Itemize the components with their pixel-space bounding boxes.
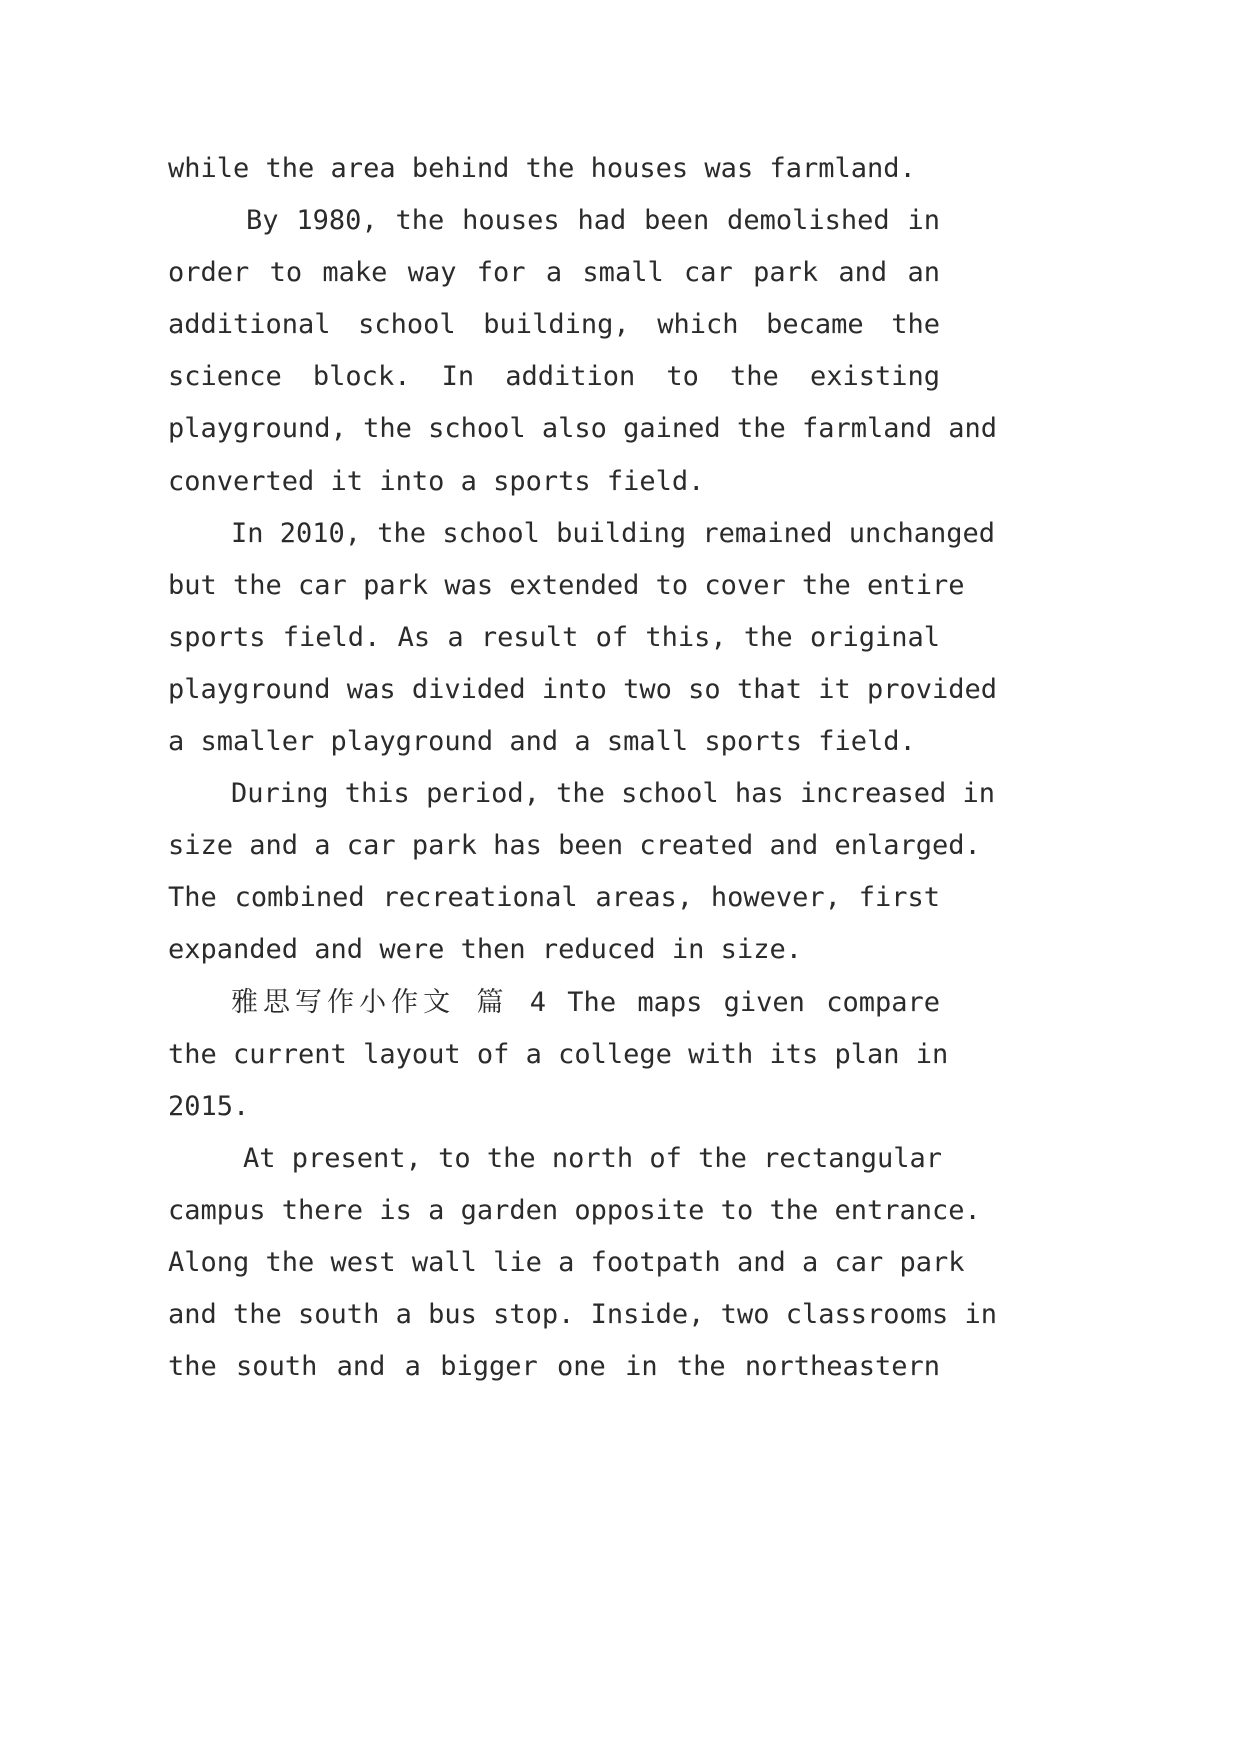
text-line: additional school building, which became the xyxy=(168,309,940,341)
text-line: order to make way for a small car park and an xyxy=(168,257,940,289)
text-line: while the area behind the houses was farmland. xyxy=(168,153,916,184)
text-line: expanded and were then reduced in size. xyxy=(168,934,802,966)
text-line: the current layout of a college with its plan in xyxy=(168,1038,949,1070)
text-line: 2015. xyxy=(168,1090,250,1122)
text-line: but the car park was extended to cover the entire xyxy=(168,569,965,601)
text-line: playground was divided into two so that it provided xyxy=(168,673,998,705)
text-line: science block. In addition to the existing xyxy=(168,361,940,393)
paragraph-start-line: During this period, the school has increased in xyxy=(231,778,996,810)
text-line: campus there is a garden opposite to the entrance. xyxy=(168,1194,981,1226)
paragraph-start-line: In 2010, the school building remained unchanged xyxy=(231,517,996,549)
text-line: Along the west wall lie a footpath and a car park xyxy=(168,1246,965,1278)
text-line: sports field. As a result of this, the original xyxy=(168,621,940,653)
text-line: size and a car park has been created and enlarged. xyxy=(168,830,981,862)
paragraph-start-line: By 1980, the houses had been demolished in xyxy=(246,205,940,237)
text-line: and the south a bus stop. Inside, two classrooms in xyxy=(168,1299,998,1331)
text-line: a smaller playground and a small sports field. xyxy=(168,726,916,758)
paragraph-start-line: At present, to the north of the rectangular xyxy=(243,1142,942,1174)
text-line: playground, the school also gained the farmland and xyxy=(168,413,998,445)
body-text xyxy=(168,143,998,1393)
text-line: the south and a bigger one in the northeastern xyxy=(168,1351,940,1383)
text-line: The combined recreational areas, however, first xyxy=(168,882,940,914)
section-heading-line: 雅思写作小作文 篇 4 The maps given compare xyxy=(231,986,940,1018)
text-line: converted it into a sports field. xyxy=(168,465,705,497)
